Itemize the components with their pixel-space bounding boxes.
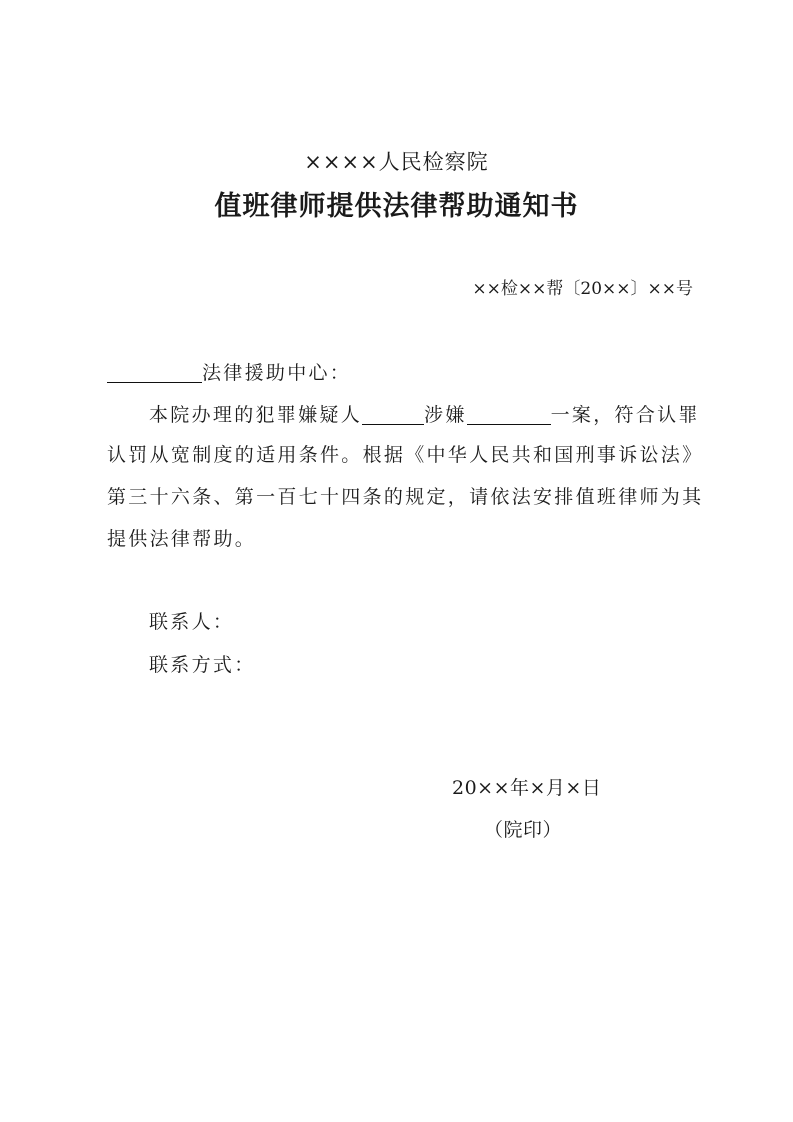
addressee-blank xyxy=(107,361,202,383)
suspect-name-blank xyxy=(362,403,424,425)
body-text-suspect: 本院办理的犯罪嫌疑人 xyxy=(149,404,363,426)
issue-date: 20××年×月×日 xyxy=(452,777,602,799)
body-line-3: 第三十六条、第一百七十四条的规定，请依法安排值班律师为其 xyxy=(107,486,704,508)
contact-method-label: 联系方式： xyxy=(149,654,256,676)
body-text-case: 一案，符合认罪 xyxy=(550,404,700,426)
addressee-line xyxy=(107,358,351,385)
court-seal-label: （院印） xyxy=(484,819,563,841)
addressee-suffix: 法律援助中心： xyxy=(202,362,352,384)
charge-blank xyxy=(467,403,551,425)
body-line-1 xyxy=(149,400,700,427)
document-number: ××检××帮〔20××〕××号 xyxy=(472,279,693,299)
organization-name: ××××人民检察院 xyxy=(304,150,489,174)
body-line-2: 认罚从宽制度的适用条件。根据《中华人民共和国刑事诉讼法》 xyxy=(107,444,704,466)
body-text-suspected-of: 涉嫌 xyxy=(424,404,467,426)
contact-person-label: 联系人： xyxy=(149,611,235,633)
document-title: 值班律师提供法律帮助通知书 xyxy=(214,191,579,222)
body-line-4: 提供法律帮助。 xyxy=(107,528,257,550)
